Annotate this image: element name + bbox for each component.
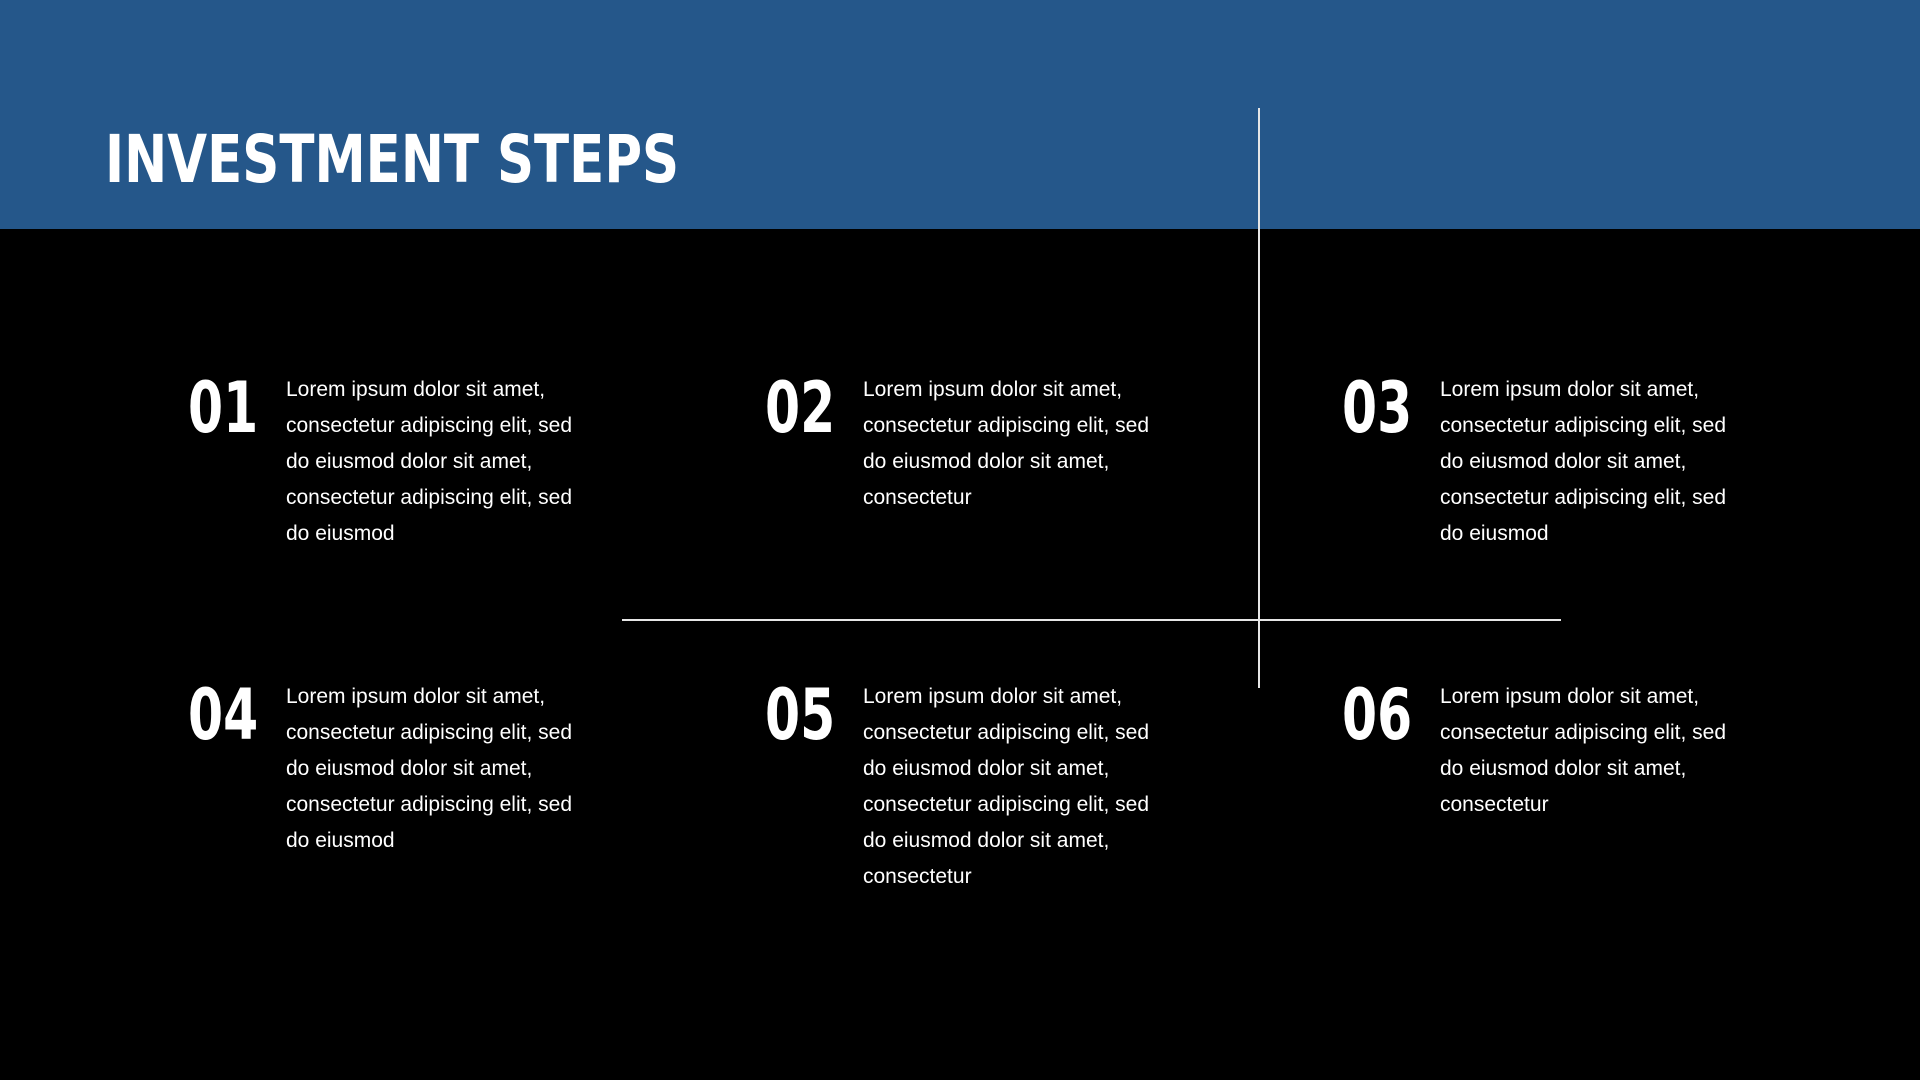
step-description: Lorem ipsum dolor sit amet, consectetur adipiscing elit, sed do eiusmod dolor sit amet, consectetur — [1440, 685, 1726, 816]
step-description: Lorem ipsum dolor sit amet, consectetur adipiscing elit, sed do eiusmod dolor sit amet, consectetur adipiscing elit, sed do eiusmod — [286, 378, 572, 545]
header-band — [0, 0, 1920, 229]
vertical-divider — [1258, 108, 1260, 688]
step-number: 04 — [188, 674, 259, 756]
slide-title: INVESTMENT STEPS — [105, 121, 680, 198]
step-number: 06 — [1342, 674, 1413, 756]
step-description: Lorem ipsum dolor sit amet, consectetur adipiscing elit, sed do eiusmod dolor sit amet, consectetur adipiscing elit, sed do eiusmod — [1440, 378, 1726, 545]
step-description: Lorem ipsum dolor sit amet, consectetur adipiscing elit, sed do eiusmod dolor sit amet, consectetur — [863, 378, 1149, 509]
step-description: Lorem ipsum dolor sit amet, consectetur adipiscing elit, sed do eiusmod dolor sit amet, consectetur adipiscing elit, sed do eiusmod — [286, 685, 572, 852]
step-number: 01 — [188, 367, 259, 449]
step-number: 02 — [765, 367, 836, 449]
step-number: 05 — [765, 674, 836, 756]
step-number: 03 — [1342, 367, 1413, 449]
step-description: Lorem ipsum dolor sit amet, consectetur adipiscing elit, sed do eiusmod dolor sit amet, consectetur adipiscing elit, sed do eiusmod dolor sit amet, consectetur — [863, 685, 1149, 888]
horizontal-divider — [622, 619, 1561, 621]
